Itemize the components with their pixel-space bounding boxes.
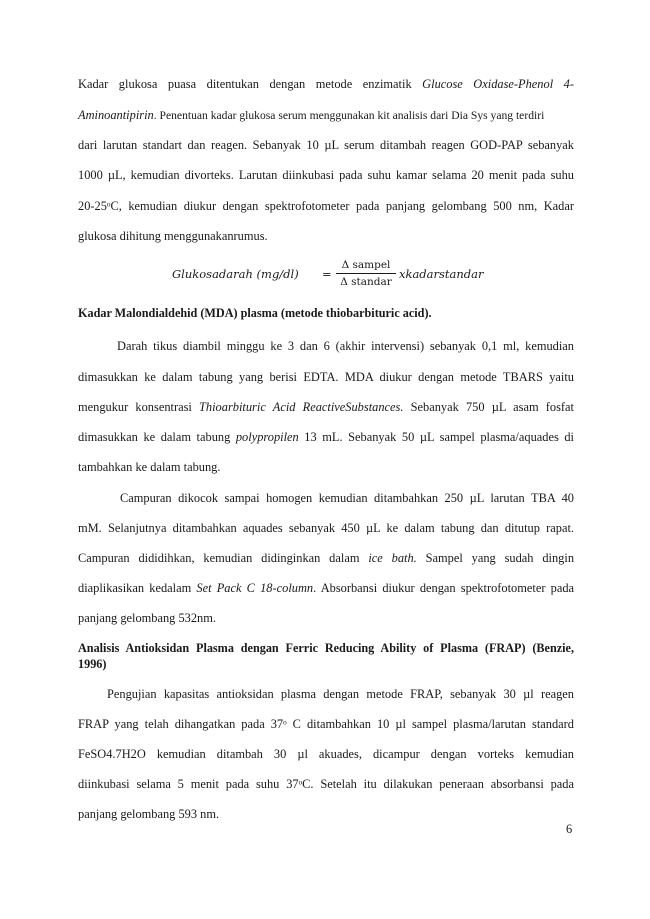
- formula-numerator: Δ sampel: [341, 259, 391, 271]
- frap-paragraph-line-3: FeSO4.7H2O kemudian ditambah 30 µl akuades, dicampur dengan vorteks kemudian: [78, 747, 574, 761]
- text-span: dimasukkan ke dalam tabung: [78, 430, 236, 444]
- mda-section-heading: Kadar Malondialdehid (MDA) plasma (metode thiobarbituric acid).: [78, 306, 432, 320]
- formula-denominator: Δ standar: [340, 276, 392, 288]
- paragraph-1-line-2: [78, 107, 574, 124]
- text-span: Sampel yang sudah dingin: [416, 551, 575, 565]
- text-span: Campuran dididihkan, kemudian didinginkan dalam: [78, 551, 369, 565]
- text-span: 13 mL. Sebanyak 50 µL sampel plasma/aquades di: [298, 430, 574, 444]
- mda-paragraph-1-line-1: Darah tikus diambil minggu ke 3 dan 6 (akhir intervensi) sebanyak 0,1 ml, kemudian: [117, 339, 574, 353]
- formula-rhs: xkadarstandar: [399, 267, 484, 281]
- frap-paragraph-line-2: FRAP yang telah dihangatkan pada 37ᵒ C ditambahkan 10 µl sampel plasma/larutan standard: [78, 717, 574, 731]
- italic-text: Glucose Oxidase-Phenol 4-: [422, 77, 574, 91]
- text-span: . Penentuan kadar glukosa serum menggunakan kit analisis dari Dia Sys yang terdiri: [153, 109, 545, 122]
- text-span: Sebanyak 750 µL asam fosfat: [403, 400, 574, 414]
- mda-paragraph-2-line-4: [78, 580, 574, 596]
- italic-text: Thioarbituric Acid ReactiveSubstances.: [199, 400, 404, 414]
- paragraph-1-line-3: dari larutan standart dan reagen. Sebanyak 10 µL serum ditambah reagen GOD-PAP sebanyak: [78, 138, 574, 152]
- italic-text: Aminoantipirin: [78, 108, 154, 122]
- italic-text: ice bath.: [368, 551, 417, 565]
- mda-paragraph-1-line-5: tambahkan ke dalam tabung.: [78, 460, 221, 474]
- frap-section-heading-line-2: 1996): [78, 657, 107, 671]
- mda-paragraph-1-line-2: dimasukkan ke dalam tabung yang berisi EDTA. MDA diukur dengan metode TBARS yaitu: [78, 370, 574, 384]
- frap-paragraph-line-4: diinkubasi selama 5 menit pada suhu 37ᵒC. Setelah itu dilakukan peneraan absorbansi pada: [78, 777, 574, 791]
- formula-fraction: [336, 258, 396, 289]
- glucose-formula: [172, 258, 492, 294]
- text-span: . Absorbansi diukur dengan spektrofotometer pada: [313, 581, 575, 595]
- mda-paragraph-2-line-1: Campuran dikocok sampai homogen kemudian ditambahkan 250 µL larutan TBA 40: [120, 491, 574, 505]
- mda-paragraph-1-line-3: [78, 399, 574, 415]
- formula-equals: =: [322, 267, 332, 281]
- mda-paragraph-2-line-3: [78, 550, 574, 566]
- mda-paragraph-2-line-2: mM. Selanjutnya ditambahkan aquades sebanyak 450 µL ke dalam tabung dan ditutup rapat.: [78, 521, 574, 535]
- frap-paragraph-line-1: Pengujian kapasitas antioksidan plasma dengan metode FRAP, sebanyak 30 µl reagen: [107, 687, 574, 701]
- frap-section-heading-line-1: Analisis Antioksidan Plasma dengan Ferric Reducing Ability of Plasma (FRAP) (Benzie,: [78, 641, 574, 655]
- italic-text: polypropilen: [235, 430, 299, 444]
- paragraph-1-line-5: 20-25ᵒC, kemudian diukur dengan spektrofotometer pada panjang gelombang 500 nm, Kadar: [78, 199, 574, 213]
- page-number: 6: [566, 822, 573, 836]
- text-span: diaplikasikan kedalam: [78, 581, 197, 595]
- fraction-bar: [336, 273, 396, 274]
- frap-paragraph-line-5: panjang gelombang 593 nm.: [78, 807, 220, 821]
- italic-text: Set Pack C 18-column: [196, 581, 314, 595]
- paragraph-1-line-4: 1000 µL, kemudian divorteks. Larutan diinkubasi pada suhu kamar selama 20 menit pada suhu: [78, 168, 574, 182]
- paragraph-1-line-1: [78, 76, 574, 92]
- text-span: mengukur konsentrasi: [78, 400, 200, 414]
- paragraph-1-line-6: glukosa dihitung menggunakanrumus.: [78, 229, 268, 243]
- formula-lhs: Glukosadarah (mg/dl): [172, 267, 299, 281]
- mda-paragraph-1-line-4: [78, 429, 574, 445]
- text-span: Kadar glukosa puasa ditentukan dengan metode enzimatik: [78, 77, 423, 91]
- mda-paragraph-2-line-5: panjang gelombang 532nm.: [78, 611, 216, 625]
